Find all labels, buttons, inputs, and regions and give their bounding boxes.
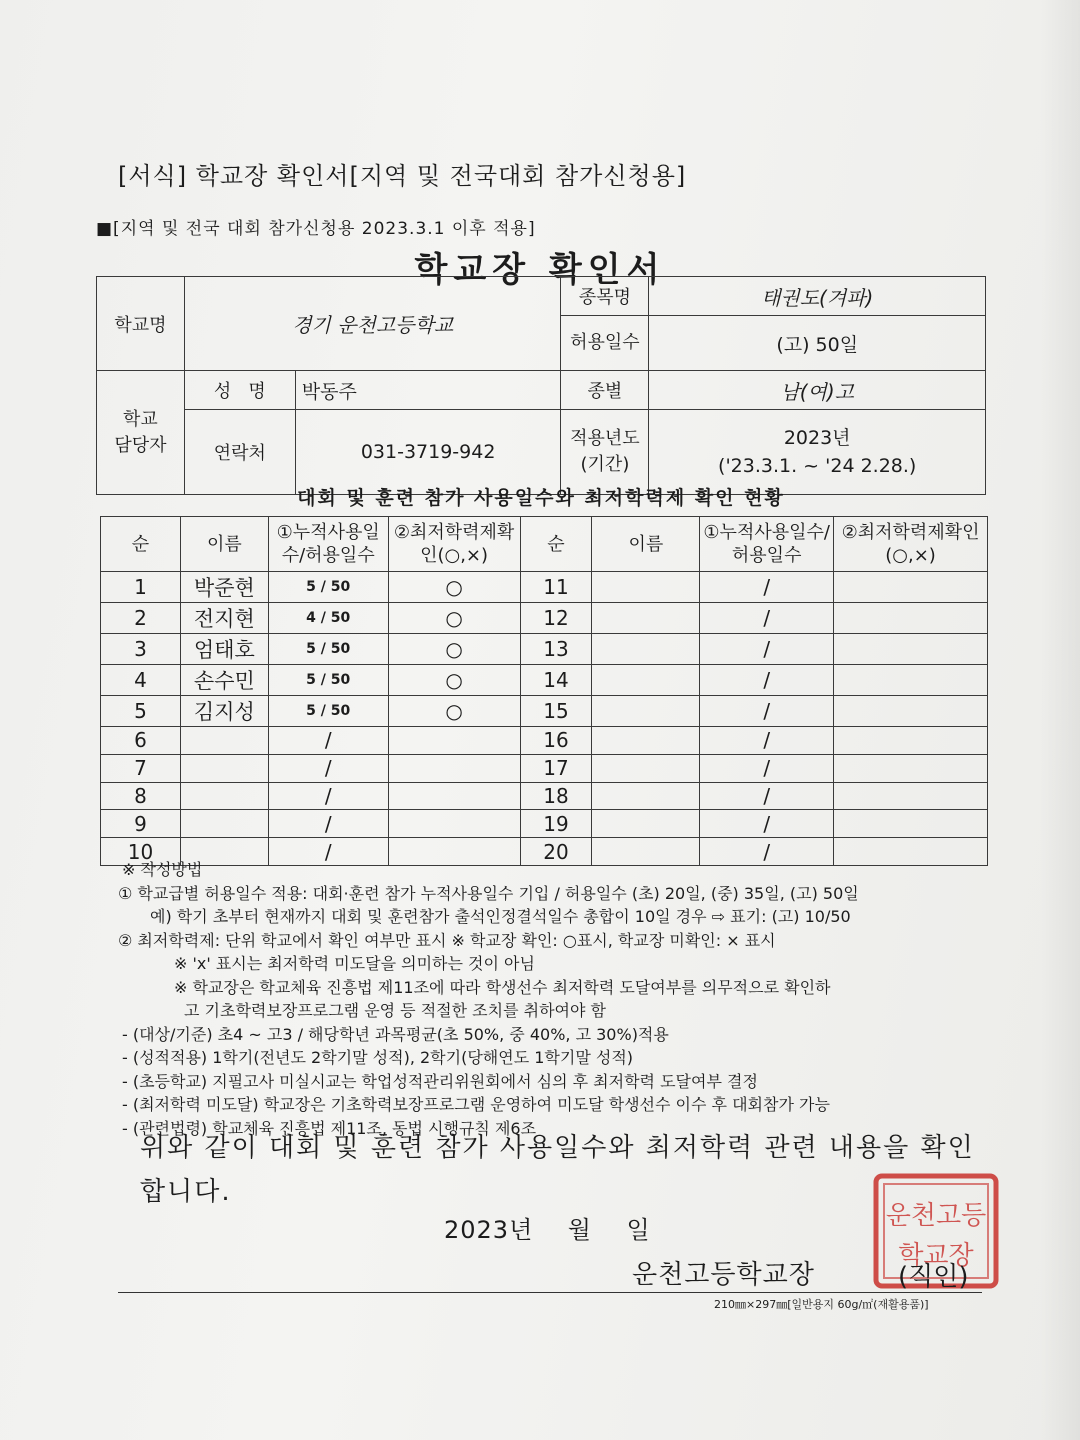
footer-rule [118, 1292, 982, 1293]
date-line: 2023년 월 일 [444, 1216, 651, 1244]
row-check-right [834, 665, 988, 696]
status-table [100, 516, 988, 866]
info-table [96, 276, 986, 495]
row-name: 엄태호 [180, 634, 268, 665]
name-label: 성 명 [184, 371, 295, 410]
header-check-right: ②최저학력제확인(○,×) [834, 517, 988, 572]
row-no-right: 17 [520, 754, 592, 782]
row-check [388, 754, 520, 782]
row-no: 2 [101, 603, 181, 634]
apply-note: ■[지역 및 전국 대회 참가신청용 2023.3.1 이후 적용] [96, 219, 536, 239]
status-title: 대회 및 훈련 참가 사용일수와 최저학력제 확인 현황 [297, 487, 785, 509]
row-check: ○ [388, 572, 520, 603]
table-row [101, 634, 988, 665]
row-check-right [834, 782, 988, 810]
row-check [388, 810, 520, 838]
note-1: ① 학교급별 허용일수 적용: 대회·훈련 참가 누적사용일수 기입 / 허용일수 (초) 20일, (중) 35일, (고) 50일 [118, 883, 859, 903]
row-days: / [268, 782, 388, 810]
row-name-right [592, 603, 700, 634]
confirmation-text: 위와 같이 대회 및 훈련 참가 사용일수와 최저학력 관련 내용을 확인합니다. [140, 1133, 975, 1207]
detail-4: - (최저학력 미도달) 학교장은 기초학력보장프로그램 운영하여 미도달 학생선수 이수 후 대회참가 가능 [122, 1095, 830, 1114]
row-check-right [834, 810, 988, 838]
table-row [101, 572, 988, 603]
year-cell [649, 410, 986, 495]
page-edge-shadow [1040, 0, 1080, 1440]
row-no-right: 15 [520, 696, 592, 727]
row-no: 8 [101, 782, 181, 810]
row-no: 1 [101, 572, 181, 603]
detail-3: - (초등학교) 지필고사 미실시교는 학업성적관리위원회에서 심의 후 최저학력 도달여부 결정 [122, 1071, 758, 1091]
school-label: 학교명 [97, 277, 185, 371]
notes-heading: ※ 작성방법 [122, 860, 203, 879]
row-days-right: / [700, 696, 834, 727]
row-check-right [834, 572, 988, 603]
row-days-right: / [700, 572, 834, 603]
row-name [180, 810, 268, 838]
row-check-right [834, 603, 988, 634]
row-days: 4 / 50 [268, 603, 388, 634]
row-name [180, 727, 268, 755]
row-check-right [834, 634, 988, 665]
table-row [101, 603, 988, 634]
row-no-right: 12 [520, 603, 592, 634]
row-no-right: 11 [520, 572, 592, 603]
document-title: 학교장 확인서 [414, 250, 666, 290]
row-name: 전지현 [180, 603, 268, 634]
row-name: 김지성 [180, 696, 268, 727]
table-row [101, 665, 988, 696]
row-no: 6 [101, 727, 181, 755]
row-name-right [592, 754, 700, 782]
row-name [180, 754, 268, 782]
event-label: 종목명 [561, 277, 649, 316]
row-name-right [592, 810, 700, 838]
row-days-right: / [700, 754, 834, 782]
row-days-right: / [700, 665, 834, 696]
paper-spec: 210㎜×297㎜[일반용지 60g/㎡(재활용품)] [714, 1298, 929, 1311]
row-name [180, 782, 268, 810]
row-name-right [592, 572, 700, 603]
row-days: 5 / 50 [268, 572, 388, 603]
row-days-right: / [700, 603, 834, 634]
detail-5: - (관련법령) 학교체육 진흥법 제11조, 동법 시행규칙 제6조 [122, 1118, 537, 1138]
year-label: 적용년도(기간) [561, 410, 649, 495]
school-value: 경기 운천고등학교 [184, 277, 561, 371]
name-value: 박동주 [295, 371, 561, 410]
row-no-right: 16 [520, 727, 592, 755]
row-days-right: / [700, 782, 834, 810]
row-check [388, 727, 520, 755]
header-seq-right: 순 [520, 517, 592, 572]
row-name: 박준현 [180, 572, 268, 603]
row-days: 5 / 50 [268, 634, 388, 665]
contact-value: 031-3719-942 [295, 410, 561, 495]
seal-mark: (직인) [898, 1262, 969, 1292]
note-4: ※ 학교장은 학교체육 진흥법 제11조에 따라 학생선수 최저학력 도달여부를 의무적으로 확인하 [174, 977, 831, 997]
allowed-value: (고) 50일 [649, 316, 986, 371]
row-no: 4 [101, 665, 181, 696]
row-no: 5 [101, 696, 181, 727]
gender-label: 종별 [561, 371, 649, 410]
row-check: ○ [388, 696, 520, 727]
header-check: ②최저학력제확인(○,×) [388, 517, 520, 572]
row-name-right [592, 696, 700, 727]
svg-text:운천고등: 운천고등 [885, 1201, 987, 1231]
table-row [101, 782, 988, 810]
header-days: ①누적사용일수/허용일수 [268, 517, 388, 572]
row-days-right: / [700, 838, 834, 866]
note-2: ② 최저학력제: 단위 학교에서 확인 여부만 표시 ※ 학교장 확인: ○표시, 학교장 미확인: × 표시 [118, 930, 776, 950]
row-check-right [834, 696, 988, 727]
row-check [388, 782, 520, 810]
row-name: 손수민 [180, 665, 268, 696]
row-no: 10 [101, 838, 181, 866]
row-check: ○ [388, 634, 520, 665]
manager-label: 학교 담당자 [97, 371, 185, 495]
table-row [101, 754, 988, 782]
row-no: 7 [101, 754, 181, 782]
row-check: ○ [388, 665, 520, 696]
table-row [101, 810, 988, 838]
row-name-right [592, 727, 700, 755]
header-days-right: ①누적사용일수/허용일수 [700, 517, 834, 572]
row-days: 5 / 50 [268, 665, 388, 696]
row-check-right [834, 727, 988, 755]
note-3: ※ 'x' 표시는 최저학력 미도달을 의미하는 것이 아님 [174, 954, 535, 973]
row-days-right: / [700, 810, 834, 838]
detail-2: - (성적적용) 1학기(전년도 2학기말 성적), 2학기(당해연도 1학기말 성적) [122, 1048, 634, 1067]
row-days: 5 / 50 [268, 696, 388, 727]
row-no-right: 20 [520, 838, 592, 866]
year-value: 2023년 [783, 427, 851, 449]
contact-label: 연락처 [184, 410, 295, 495]
row-name-right [592, 782, 700, 810]
period-value: ('23.3.1. ~ '24 2.28.) [718, 455, 917, 477]
row-name-right [592, 665, 700, 696]
header-name: 이름 [180, 517, 268, 572]
row-no: 3 [101, 634, 181, 665]
row-days-right: / [700, 727, 834, 755]
table-row [101, 696, 988, 727]
row-no-right: 13 [520, 634, 592, 665]
row-no-right: 14 [520, 665, 592, 696]
row-no-right: 19 [520, 810, 592, 838]
instructions [118, 858, 998, 1140]
row-check: ○ [388, 603, 520, 634]
allowed-label: 허용일수 [561, 316, 649, 371]
gender-value: 남(여)고 [649, 371, 986, 410]
table-row [101, 727, 988, 755]
note-4-cont: 고 기초학력보장프로그램 운영 등 적절한 조치를 취하여야 함 [184, 1001, 607, 1020]
row-no-right: 18 [520, 782, 592, 810]
note-1-example: 예) 학기 초부터 현재까지 대회 및 훈련참가 출석인정결석일수 총합이 10일 경우 ⇨ 표기: (고) 10/50 [150, 907, 851, 926]
row-check-right [834, 754, 988, 782]
row-days-right: / [700, 634, 834, 665]
row-no: 9 [101, 810, 181, 838]
detail-1: - (대상/기준) 초4 ~ 고3 / 해당학년 과목평균(초 50%, 중 40%, 고 30%)적용 [122, 1024, 669, 1044]
row-days: / [268, 754, 388, 782]
row-days: / [268, 838, 388, 866]
header-name-right: 이름 [592, 517, 700, 572]
signer: 운천고등학교장 [632, 1260, 815, 1290]
event-value: 태권도(겨파) [649, 277, 986, 316]
row-days: / [268, 727, 388, 755]
svg-text:학교장: 학교장 [898, 1241, 974, 1271]
row-name-right [592, 634, 700, 665]
header-seq: 순 [101, 517, 181, 572]
row-days: / [268, 810, 388, 838]
form-title: [서식] 학교장 확인서[지역 및 전국대회 참가신청용] [118, 162, 687, 190]
